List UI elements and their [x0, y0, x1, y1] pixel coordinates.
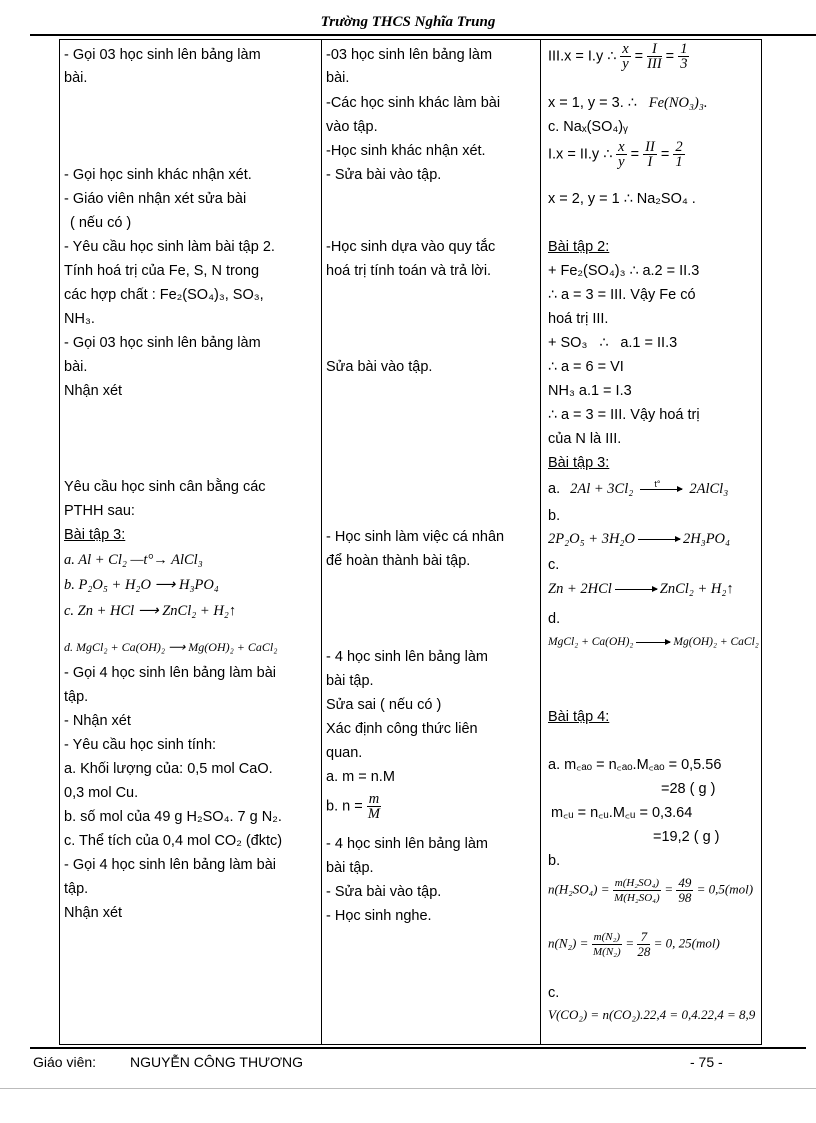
fraction-numerator: 49 [678, 875, 692, 890]
text-line [548, 334, 677, 352]
moles-n2 [548, 930, 720, 959]
therefore-icon: ∴ [548, 407, 557, 423]
text-line [548, 358, 624, 376]
therefore-icon: ∴ [623, 191, 633, 207]
fraction-denominator: 28 [637, 944, 651, 959]
text-line: -Học sinh dựa vào quy tắc [326, 239, 496, 255]
moles-h2so4 [548, 876, 753, 905]
fraction [676, 876, 693, 905]
text-line: - Học sinh nghe. [326, 908, 432, 924]
formula: + SO₃ [548, 335, 588, 351]
content-column [541, 40, 761, 1044]
fraction-numerator: m(H₂SO₄) [614, 877, 660, 889]
fraction-denominator: y [622, 56, 629, 72]
text-line [548, 406, 700, 424]
answer-d [548, 633, 759, 651]
exercise-2-heading: Bài tập 2: [548, 239, 610, 255]
text-line: m꜀ᵤ = n꜀ᵤ.M꜀ᵤ = 0,3.64 [551, 805, 693, 821]
header-rule [30, 34, 816, 36]
fraction [678, 42, 689, 71]
result-text: x = 1, y = 3. [548, 95, 624, 111]
result-text: x = 2, y = 1 [548, 191, 620, 207]
text-line: a. m꜀ₐₒ = n꜀ₐₒ.M꜀ₐₒ = 0,5.56 [548, 757, 722, 773]
text-line: - Học sinh làm việc cá nhân [326, 529, 505, 545]
text-line: b. số mol của 49 g H₂SO₄. 7 g N₂. [64, 809, 282, 825]
text-line: PTHH sau: [64, 503, 135, 519]
therefore-icon: ∴ [599, 335, 609, 351]
text-line: - Gọi 4 học sinh lên bảng làm bài [64, 857, 276, 873]
text-line: a. Khối lượng của: 0,5 mol CaO. [64, 761, 273, 777]
text-line: b. [548, 508, 561, 524]
fraction [367, 792, 381, 821]
equation-right: Mg(OH)₂ + CaCl₂ [673, 636, 759, 648]
text-line [548, 286, 696, 304]
lesson-table [59, 39, 762, 1045]
text-line [548, 262, 699, 280]
exercise-4-heading: Bài tập 4: [548, 709, 610, 725]
result-line [548, 190, 696, 208]
equation-b: b. P₂O₅ + H₂O ⟶ H₃PO₄ [64, 577, 219, 593]
text-line: =19,2 ( g ) [653, 829, 720, 845]
temperature-label: t° [654, 478, 661, 489]
fraction-numerator: I [647, 42, 662, 57]
text-line: Xác định công thức liên [326, 721, 478, 737]
text-line: c. Naₓ(SO₄)ᵧ [548, 119, 628, 135]
fraction-numerator: m [368, 791, 380, 807]
fraction-denominator: M [367, 806, 380, 822]
equation-right: 2H₃PO₄ [682, 531, 731, 547]
text-line: c. Thể tích của 0,4 mol CO₂ (đktc) [64, 833, 283, 849]
text-line: c. [548, 557, 560, 573]
footer-rule [30, 1047, 806, 1049]
equation-c: c. Zn + HCl ⟶ ZnCl₂ + H₂↑ [64, 603, 237, 619]
equation-left: 2Al + 3Cl₂ [570, 481, 634, 497]
page-header: Trường THCS Nghĩa Trung [320, 14, 496, 30]
equation-text: a.1 = II.3 [620, 335, 678, 351]
exercise-3-heading: Bài tập 3: [64, 527, 126, 543]
text-line: - Giáo viên nhận xét sửa bài [64, 191, 247, 207]
text-line: - 4 học sinh lên bảng làm [326, 649, 489, 665]
text-line: - Gọi 03 học sinh lên bảng làm [64, 47, 261, 63]
text-line: b. [548, 853, 561, 869]
item-label: a. [548, 481, 561, 497]
text-line: - 4 học sinh lên bảng làm [326, 836, 489, 852]
fraction-numerator: II [645, 139, 655, 155]
equation-text: a = 3 = III. Vậy Fe có [560, 287, 696, 303]
therefore-icon: ∴ [548, 287, 557, 303]
fraction-denominator: M(N₂) [593, 946, 621, 958]
student-activity-column [322, 40, 541, 1044]
valence-equation-2: I.x = II.y ∴ $\frac{x}{y}$ = $\frac{II}{I}$ = $\frac{2}{1}$ [548, 139, 683, 170]
text-line: - Sửa bài vào tập. [326, 167, 442, 183]
equation-right: ZnCl₂ + H₂↑ [659, 581, 734, 597]
fraction [673, 140, 684, 169]
text-line: các hợp chất : Fe₂(SO₄)₃, SO₃, [64, 287, 264, 303]
text-line: -03 học sinh lên bảng làm [326, 47, 493, 63]
formula: Fe(NO₃)₃. [648, 95, 708, 111]
valence-equation-1: III.x = I.y ∴ $\frac{x}{y}$ = I III = $\frac{1}{3}$ [548, 41, 688, 72]
text-line: vào tập. [326, 119, 378, 135]
fraction [613, 876, 661, 905]
text-line: - Yêu cầu học sinh tính: [64, 737, 217, 753]
text-line: c. [548, 985, 560, 1001]
therefore-icon: ∴ [629, 263, 639, 279]
answer-b [548, 530, 730, 548]
therefore-icon: ∴ [627, 95, 637, 111]
text-line: hoá trị III. [548, 311, 609, 327]
formula-n [326, 792, 381, 821]
equation-d: d. MgCl₂ + Ca(OH)₂ ⟶ Mg(OH)₂ + CaCl₂ [64, 640, 278, 654]
equation-left: MgCl₂ + Ca(OH)₂ [548, 636, 634, 648]
equation-a: a. Al + Cl₂ —t°→ AlCl₃ [64, 552, 203, 568]
fraction-denominator: I [647, 154, 653, 170]
equation-left: Zn + 2HCl [548, 581, 612, 597]
text-line: hoá trị tính toán và trả lời. [326, 263, 492, 279]
formula: Na₂SO₄ . [636, 191, 696, 207]
text-line: tập. [64, 881, 89, 897]
text-line: Yêu cầu học sinh cân bằng các [64, 479, 266, 495]
text-line: -Các học sinh khác làm bài [326, 95, 501, 111]
reaction-arrow-icon [640, 478, 682, 490]
therefore-icon: ∴ [607, 48, 617, 65]
result-line [548, 94, 708, 112]
text-line: bài tập. [326, 673, 374, 689]
fraction [647, 42, 662, 71]
text-line: - Yêu cầu học sinh làm bài tập 2. [64, 239, 275, 255]
equation-text: a = 3 = III. Vậy hoá trị [560, 407, 700, 423]
fraction-numerator: x [622, 41, 629, 57]
text-line: của N là III. [548, 431, 622, 447]
teacher-name: NGUYỄN CÔNG THƯƠNG [130, 1054, 304, 1070]
teacher-activity-column [60, 40, 322, 1044]
therefore-icon: ∴ [603, 146, 613, 163]
fraction-numerator: x [618, 139, 625, 155]
equation-left: 2P₂O₅ + 3H₂O [548, 531, 635, 547]
text-line: quan. [326, 745, 363, 761]
equals-sign: = [664, 881, 674, 897]
equation-text: a.2 = II.3 [642, 263, 700, 279]
reaction-arrow-icon [638, 539, 680, 540]
text-line: Nhận xét [64, 905, 123, 921]
text-line: bài tập. [326, 860, 374, 876]
reaction-arrow-icon [636, 642, 670, 643]
page-number: - 75 - [690, 1054, 723, 1070]
fraction-denominator: y [618, 154, 625, 170]
equation-text: a = 6 = VI [560, 359, 624, 375]
text-line: -Học sinh khác nhận xét. [326, 143, 486, 159]
fraction-numerator: 2 [675, 139, 683, 155]
fraction [637, 930, 650, 959]
text-line: - Gọi 4 học sinh lên bảng làm bài [64, 665, 276, 681]
therefore-icon: ∴ [548, 359, 557, 375]
text-line: bài. [326, 70, 350, 86]
fraction-denominator: 98 [678, 890, 692, 905]
fraction-numerator: m(N₂) [593, 931, 621, 943]
text-line: Sửa bài vào tập. [326, 359, 433, 375]
equation-right: 2AlCl₃ [689, 481, 729, 497]
formula-label: n(H₂SO₄) = [548, 881, 610, 897]
answer-a [548, 480, 728, 498]
page-bottom-rule [0, 1088, 816, 1089]
formula-label: n(N₂) = [548, 935, 589, 951]
text-line: =28 ( g ) [661, 781, 716, 797]
text-line: tập. [64, 689, 89, 705]
equation-text: I.x = II.y [548, 146, 600, 163]
fraction-denominator: 1 [675, 154, 683, 170]
fraction [620, 42, 630, 71]
text-line: - Sửa bài vào tập. [326, 884, 442, 900]
exercise-3-answer-heading: Bài tập 3: [548, 455, 610, 471]
text-line: 0,3 mol Cu. [64, 785, 139, 801]
fraction [592, 930, 622, 959]
text-line: để hoàn thành bài tập. [326, 553, 471, 569]
reaction-arrow-icon [615, 589, 657, 590]
text-line: - Gọi học sinh khác nhận xét. [64, 167, 252, 183]
text-line: Tính hoá trị của Fe, S, N trong [64, 263, 260, 279]
text-line: Nhận xét [64, 383, 123, 399]
text-line: a. m = n.M [326, 769, 395, 785]
teacher-label: Giáo viên: [33, 1054, 97, 1070]
text-line: Sửa sai ( nếu có ) [326, 697, 442, 713]
answer-c [548, 580, 734, 598]
text-line: NH₃ a.1 = I.3 [548, 383, 632, 399]
text-line: bài. [64, 359, 88, 375]
equals-sign: = [625, 935, 635, 951]
fraction [643, 140, 657, 169]
result-value: = 0, 25(mol) [653, 935, 720, 951]
text-line: bài. [64, 70, 88, 86]
text-line: NH₃. [64, 311, 95, 327]
fraction-denominator: III [647, 56, 662, 72]
text-line: - Gọi 03 học sinh lên bảng làm [64, 335, 261, 351]
text-line: - Nhận xét [64, 713, 131, 729]
result-value: = 0,5(mol) [696, 881, 754, 897]
fraction-denominator: M(H₂SO₄) [614, 892, 660, 904]
fraction-denominator: 3 [680, 56, 688, 72]
fraction [616, 140, 626, 169]
fraction-numerator: 7 [637, 930, 650, 945]
text-line: ( nếu có ) [70, 215, 132, 231]
formula: + Fe₂(SO₄)₃ [548, 263, 626, 279]
fraction-numerator: 1 [680, 41, 688, 57]
equation-text: III.x = I.y [548, 48, 604, 65]
text-line: d. [548, 611, 561, 627]
formula-label: b. n = [326, 798, 363, 815]
volume-co2: V(CO₂) = n(CO₂).22,4 = 0,4.22,4 = 8,9 [548, 1007, 756, 1022]
